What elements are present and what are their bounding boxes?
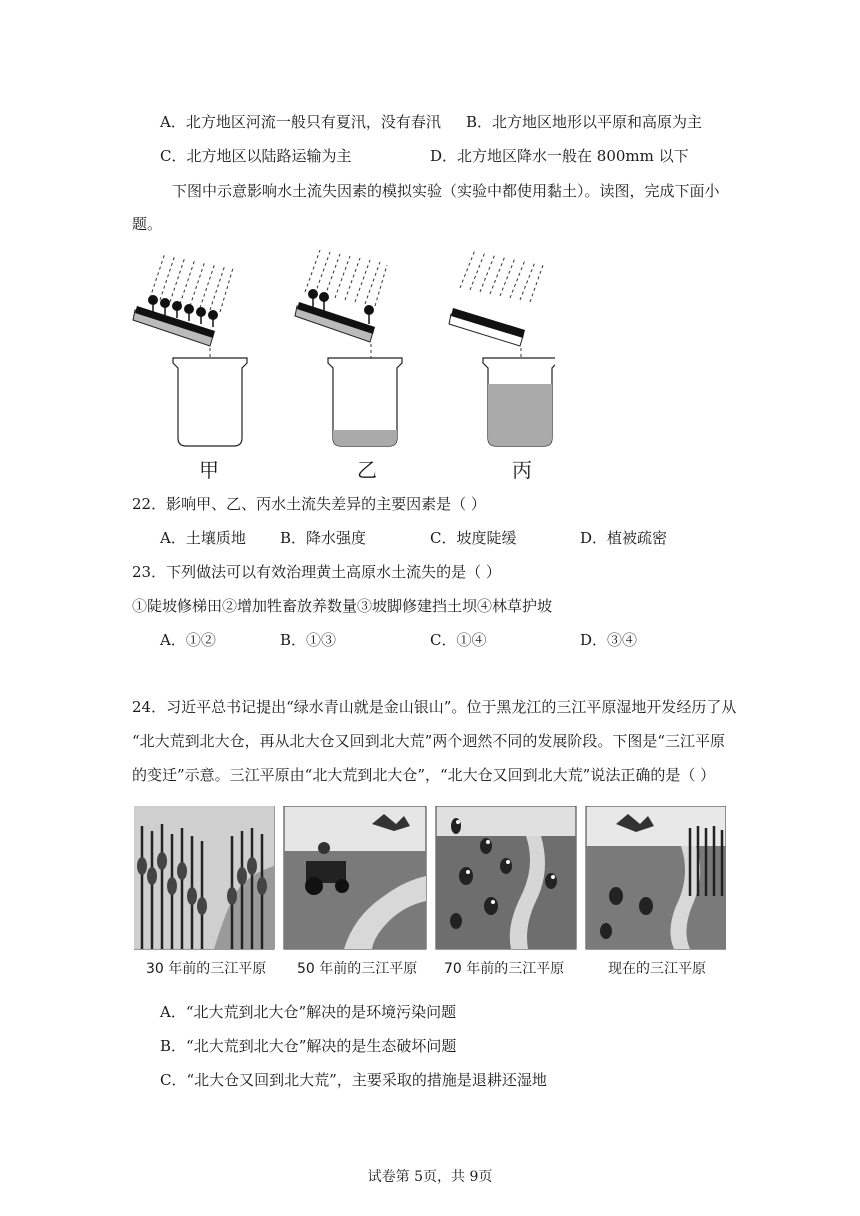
q22-option-d: D．植被疏密 — [580, 529, 668, 547]
caption-70-years-ago: 70 年前的三江平原 — [444, 961, 565, 977]
caption-present: 现在的三江平原 — [608, 961, 706, 977]
panel-70-years-ago — [436, 806, 576, 949]
q23-option-a: A．①② — [160, 631, 216, 649]
page-footer: 试卷第 5页，共 9页 — [367, 1169, 493, 1185]
q24-option-a: A．“北大荒到北大仓”解决的是环境污染问题 — [160, 1003, 457, 1021]
intro-line-1: 下图中示意影响水土流失因素的模拟实验（实验中都使用黏土）。读图，完成下面小 — [172, 182, 720, 200]
erosion-experiment-figure — [125, 248, 555, 448]
panel-50-years-ago — [284, 806, 426, 949]
panel-present — [586, 806, 726, 949]
q21-option-c: C．北方地区以陆路运输为主 — [160, 147, 352, 165]
setup-bing — [449, 250, 555, 446]
beaker-label-yi: 乙 — [357, 458, 377, 482]
q24-line-3: 的变迁”示意。三江平原由“北大荒到北大仓”，“北大仓又回到北大荒”说法正确的是（ ） — [132, 766, 716, 784]
q23-option-b: B．①③ — [280, 631, 337, 649]
beaker-label-bing: 丙 — [512, 458, 532, 482]
q21-option-a: A．北方地区河流一般只有夏汛，没有春汛 — [160, 113, 441, 131]
sanjiang-plain-panels — [134, 806, 726, 951]
q24-line-1: 24．习近平总书记提出“绿水青山就是金山银山”。位于黑龙江的三江平原湿地开发经历了从 — [132, 698, 737, 716]
q22-option-c: C．坡度陡缓 — [430, 529, 517, 547]
intro-line-2: 题。 — [132, 215, 163, 233]
q21-option-d: D．北方地区降水一般在 800mm 以下 — [430, 147, 689, 165]
q23-items: ①陡坡修梯田②增加牲畜放养数量③坡脚修建挡土坝④林草护坡 — [132, 597, 553, 615]
setup-jia — [133, 253, 247, 446]
q22-option-b: B．降水强度 — [280, 529, 367, 547]
q24-option-b: B．“北大荒到北大仓”解决的是生态破坏问题 — [160, 1037, 457, 1055]
setup-yi — [295, 250, 402, 446]
q22-stem: 22．影响甲、乙、丙水土流失差异的主要因素是（ ） — [132, 495, 486, 513]
q24-option-c: C．“北大仓又回到北大荒”，主要采取的措施是退耕还湿地 — [160, 1071, 547, 1089]
q23-stem: 23．下列做法可以有效治理黄土高原水土流失的是（ ） — [132, 563, 501, 581]
q23-option-c: C．①④ — [430, 631, 487, 649]
beaker-label-jia: 甲 — [199, 458, 219, 482]
caption-50-years-ago: 50 年前的三江平原 — [297, 961, 418, 977]
panel-30-years-ago — [134, 806, 274, 949]
q22-option-a: A．土壤质地 — [160, 529, 246, 547]
q23-option-d: D．③④ — [580, 631, 638, 649]
q21-option-b: B．北方地区地形以平原和高原为主 — [466, 113, 703, 131]
q24-line-2: “北大荒到北大仓，再从北大仓又回到北大荒”两个迥然不同的发展阶段。下图是“三江平原 — [132, 732, 726, 750]
caption-30-years-ago: 30 年前的三江平原 — [146, 961, 267, 977]
